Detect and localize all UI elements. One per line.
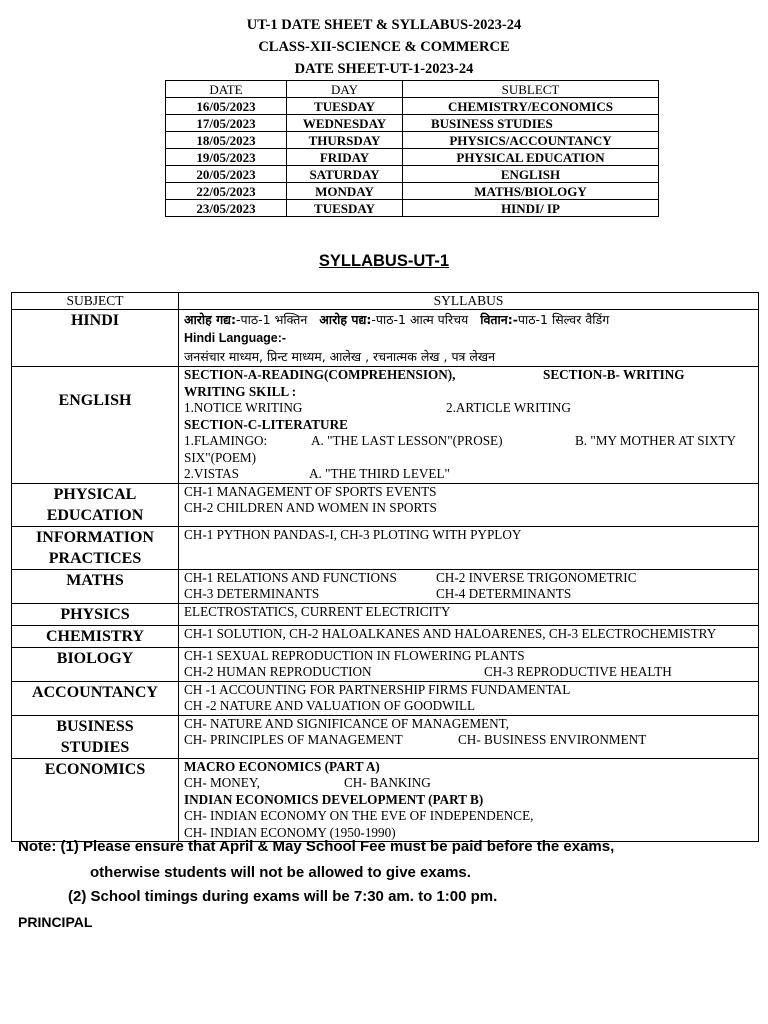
syllabus-cell: [179, 647, 759, 681]
syllabus-line: ELECTROSTATICS, CURRENT ELECTRICITY: [184, 603, 451, 619]
syllabus-line: 2.ARTICLE WRITING: [446, 400, 571, 415]
date-cell: 23/05/2023: [166, 200, 287, 217]
principal-signature-label: PRINCIPAL: [18, 914, 93, 930]
syllabus-line: CH- INDIAN ECONOMY ON THE EVE OF INDEPENDENCE,: [184, 808, 534, 823]
subject-name: PRACTICES: [48, 549, 142, 567]
column-header-subject: SUBLECT: [403, 81, 659, 98]
date-cell: 19/05/2023: [166, 149, 287, 166]
subject-cell: PHYSICS/ACCOUNTANCY: [403, 132, 659, 149]
day-cell: TUESDAY: [287, 98, 403, 115]
syllabus-cell: [179, 758, 759, 842]
table-row: [166, 132, 659, 149]
syllabus-line: CH -2 NATURE AND VALUATION OF GOODWILL: [184, 698, 476, 713]
table-row: [166, 98, 659, 115]
syllabus-line: 1.FLAMINGO:: [184, 433, 268, 448]
syllabus-line: 2.VISTAS: [184, 466, 239, 481]
syllabus-row-biology: [12, 647, 759, 681]
subject-cell: [12, 526, 179, 569]
syllabus-line: B. "MY MOTHER AT SIXTY: [575, 433, 737, 448]
syllabus-line: CH-2 INVERSE TRIGONOMETRIC: [436, 569, 637, 585]
date-cell: 18/05/2023: [166, 132, 287, 149]
subject-cell: [12, 310, 179, 367]
hindi-text: आरोह पद्य:: [319, 312, 372, 327]
day-cell: FRIDAY: [287, 149, 403, 166]
table-row: [166, 149, 659, 166]
table-row: [166, 200, 659, 217]
table-row: [166, 183, 659, 200]
subject-name: CHEMISTRY: [45, 627, 145, 645]
syllabus-line: CH- BANKING: [344, 775, 431, 790]
hindi-language-label: Hindi Language:-: [184, 331, 287, 345]
date-cell: 16/05/2023: [166, 98, 287, 115]
table-header-row: [12, 293, 759, 310]
syllabus-line: INDIAN ECONOMICS DEVELOPMENT (PART B): [184, 791, 484, 807]
syllabus-cell: [179, 625, 759, 647]
column-header-date: DATE: [166, 81, 287, 98]
syllabus-cell: [179, 310, 759, 367]
syllabus-line: WRITING SKILL :: [184, 383, 297, 399]
syllabus-cell: [179, 715, 759, 758]
syllabus-row-information-practices: [12, 526, 759, 569]
subject-cell: [12, 681, 179, 715]
syllabus-line: CH-1 SEXUAL REPRODUCTION IN FLOWERING PLANTS: [184, 647, 525, 663]
date-sheet-table: [165, 80, 659, 217]
syllabus-row-physical-education: [12, 483, 759, 526]
subject-name: INFORMATION: [36, 528, 154, 546]
subject-name: BIOLOGY: [56, 649, 134, 667]
column-header-day: DAY: [287, 81, 403, 98]
day-cell: WEDNESDAY: [287, 115, 403, 132]
subject-cell: [12, 367, 179, 484]
syllabus-row-business-studies: [12, 715, 759, 758]
subject-name: ECONOMICS: [44, 760, 146, 778]
syllabus-line: SECTION-B- WRITING: [543, 367, 685, 382]
syllabus-line: CH- BUSINESS ENVIRONMENT: [458, 732, 647, 747]
subject-name: ACCOUNTANCY: [32, 683, 158, 701]
column-header-subject: SUBJECT: [12, 293, 179, 310]
syllabus-line: CH- MONEY,: [184, 775, 260, 790]
hindi-text: पाठ-1 सिल्वर वैडिंग: [517, 312, 610, 327]
table-row: [166, 166, 659, 183]
syllabus-line: A. "THE LAST LESSON"(PROSE): [311, 433, 503, 448]
subject-name: ENGLISH: [58, 392, 132, 410]
subject-cell: ENGLISH: [403, 166, 659, 183]
syllabus-row-maths: [12, 569, 759, 603]
syllabus-row-english: [12, 367, 759, 484]
syllabus-line: A. "THE THIRD LEVEL": [309, 466, 450, 481]
syllabus-line: CH -1 ACCOUNTING FOR PARTNERSHIP FIRMS FUNDAMENTAL: [184, 681, 571, 697]
syllabus-row-hindi: [12, 310, 759, 367]
table-row: [166, 115, 659, 132]
syllabus-line: CH- INDIAN ECONOMY (1950-1990): [184, 824, 396, 840]
subject-name: EDUCATION: [46, 506, 144, 524]
syllabus-cell: [179, 367, 759, 484]
subject-cell: [12, 647, 179, 681]
syllabus-line: CH- NATURE AND SIGNIFICANCE OF MANAGEMENT,: [184, 715, 510, 731]
subject-cell: PHYSICAL EDUCATION: [403, 149, 659, 166]
subject-name: HINDI: [70, 312, 119, 329]
day-cell: SATURDAY: [287, 166, 403, 183]
subject-cell: [12, 569, 179, 603]
day-cell: THURSDAY: [287, 132, 403, 149]
document-title: UT-1 DATE SHEET & SYLLABUS-2023-24: [246, 17, 522, 33]
subject-cell: [12, 758, 179, 842]
syllabus-cell: [179, 681, 759, 715]
syllabus-table: [11, 292, 759, 842]
date-cell: 17/05/2023: [166, 115, 287, 132]
syllabus-cell: [179, 526, 759, 569]
syllabus-line: CH- PRINCIPLES OF MANAGEMENT: [184, 732, 403, 747]
syllabus-cell: [179, 483, 759, 526]
column-header-syllabus: SYLLABUS: [179, 293, 759, 310]
syllabus-line: 1.NOTICE WRITING: [184, 400, 303, 415]
subject-cell: [12, 715, 179, 758]
syllabus-row-economics: [12, 758, 759, 842]
syllabus-line: CH-1 PYTHON PANDAS-I, CH-3 PLOTING WITH PYPLOY: [184, 526, 522, 542]
syllabus-line: MACRO ECONOMICS (PART A): [184, 758, 380, 774]
syllabus-line: CH-3 REPRODUCTIVE HEALTH: [484, 664, 672, 679]
note-1-continued: otherwise students will not be allowed to give exams.: [90, 864, 471, 881]
hindi-text: -पाठ-1 आत्म परिचय: [371, 312, 469, 327]
class-heading: CLASS-XII-SCIENCE & COMMERCE: [258, 39, 510, 55]
subject-cell: HINDI/ IP: [403, 200, 659, 217]
hindi-text: आरोह गद्य:: [184, 312, 237, 327]
syllabus-line: CH-1 MANAGEMENT OF SPORTS EVENTS: [184, 483, 437, 499]
subject-cell: CHEMISTRY/ECONOMICS: [403, 98, 659, 115]
syllabus-line: SECTION-C-LITERATURE: [184, 416, 348, 432]
subject-cell: MATHS/BIOLOGY: [403, 183, 659, 200]
hindi-text: वितान:-: [480, 312, 518, 327]
day-cell: MONDAY: [287, 183, 403, 200]
hindi-text: जनसंचार माध्यम, प्रिन्ट माध्यम, आलेख , रचनात्मक लेख , पत्र लेखन: [184, 349, 496, 364]
day-cell: TUESDAY: [287, 200, 403, 217]
subject-name: PHYSICAL: [53, 485, 137, 503]
subject-cell: [12, 625, 179, 647]
syllabus-cell: [179, 603, 759, 625]
syllabus-row-chemistry: [12, 625, 759, 647]
syllabus-line: CH-1 SOLUTION, CH-2 HALOALKANES AND HALOARENES, CH-3 ELECTROCHEMISTRY: [184, 625, 717, 641]
syllabus-cell: [179, 569, 759, 603]
note-1: Note: (1) Please ensure that April & May School Fee must be paid before the exams,: [18, 838, 615, 855]
syllabus-line: CH-4 DETERMINANTS: [436, 586, 572, 601]
subject-cell: [12, 483, 179, 526]
syllabus-line: SIX"(POEM): [184, 449, 257, 465]
hindi-text: -पाठ-1 भक्तिन: [236, 312, 308, 327]
syllabus-line: SECTION-A-READING(COMPREHENSION),: [184, 367, 456, 382]
syllabus-line: CH-1 RELATIONS AND FUNCTIONS: [184, 569, 397, 585]
subject-name: STUDIES: [60, 738, 130, 756]
date-sheet-heading: DATE SHEET-UT-1-2023-24: [294, 61, 474, 77]
syllabus-line: CH-2 HUMAN REPRODUCTION: [184, 664, 372, 679]
table-header-row: [166, 81, 659, 98]
date-cell: 20/05/2023: [166, 166, 287, 183]
subject-name: PHYSICS: [60, 605, 130, 623]
syllabus-title: SYLLABUS-UT-1: [318, 252, 450, 270]
subject-cell: BUSINESS STUDIES: [403, 115, 659, 132]
date-cell: 22/05/2023: [166, 183, 287, 200]
note-2: (2) School timings during exams will be 7:30 am. to 1:00 pm.: [68, 888, 498, 905]
syllabus-line: CH-3 DETERMINANTS: [184, 586, 320, 601]
syllabus-row-accountancy: [12, 681, 759, 715]
subject-name: BUSINESS: [56, 717, 134, 735]
subject-name: MATHS: [66, 571, 124, 589]
syllabus-row-physics: [12, 603, 759, 625]
syllabus-line: CH-2 CHILDREN AND WOMEN IN SPORTS: [184, 500, 437, 515]
subject-cell: [12, 603, 179, 625]
